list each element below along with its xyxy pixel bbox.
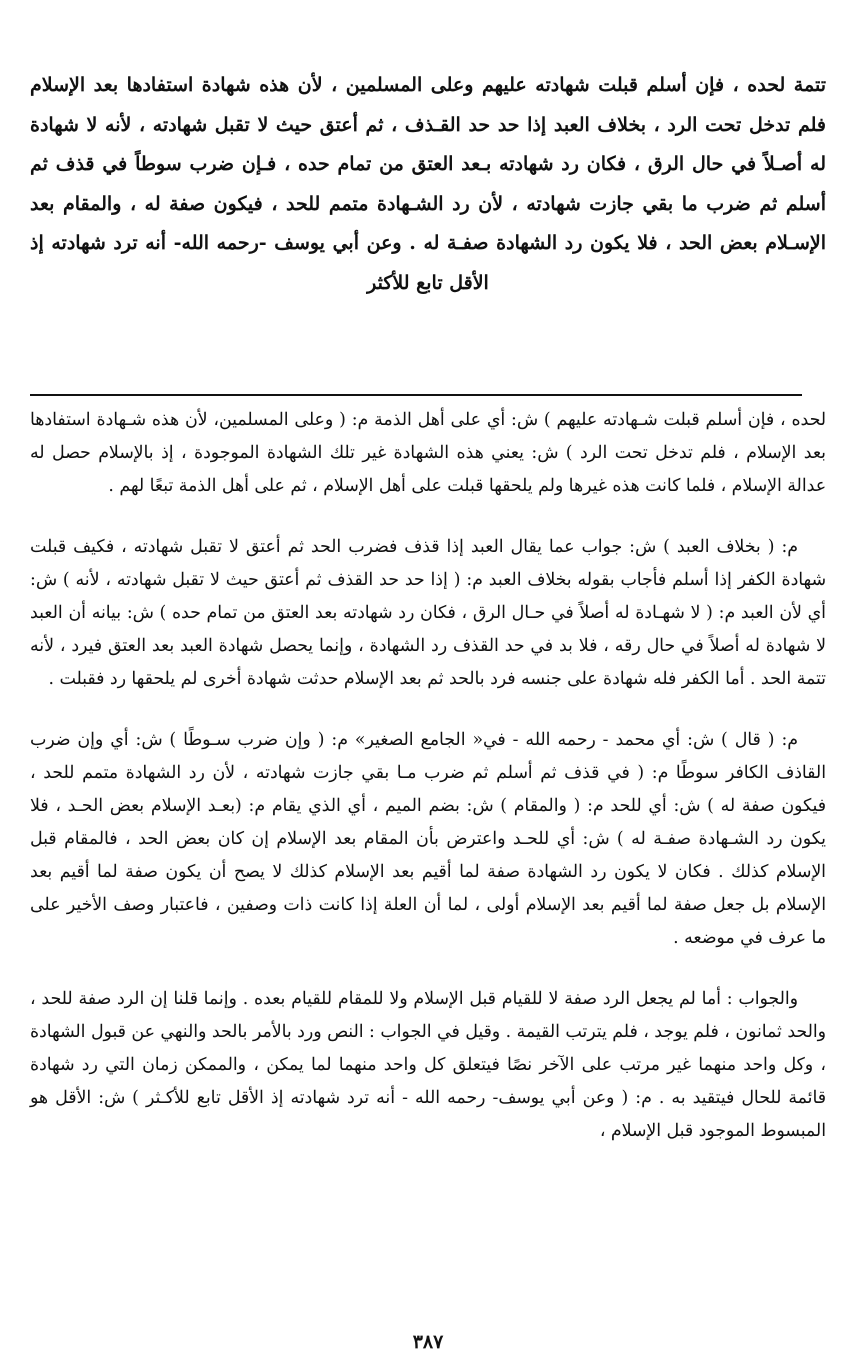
sharh-commentary [30, 404, 826, 1148]
sharh-paragraph-2: م: ( بخلاف العبد ) ش: جواب عما يقال العبد إذا قذف فضرب الحد ثم أعتق لا تقبل شهادته ، فكيف قبلت شهادة الكفر إذا أسلم فأجاب بقوله بخلاف العبد م: ( إذا حد حد القذف ثم أعتق حيث لا تقبل شهادته ، لأنه ) ش: أي لأن العبد م: ( لا شهـادة له أصلاً في حـال الرق ، فكان رد شهادته بعد العتق من تمام حده ) ش: بيانه أن العبد لا شهادة له أصلاً في حال رقه ، فلا بد في حد القذف رد الشهادة ، وإنما يحصل شهادة العبد بعد العتق فيرد ، لأنه تتمة الحد . أما الكفر فله شهادة على جنسه فرد بالحد ثم بعد الإسلام حدثت شهادة أخرى لم يلحقها رد فقبلت . [30, 537, 826, 689]
page-number: ٣٨٧ [412, 1331, 444, 1353]
section-divider [30, 394, 802, 396]
sharh-paragraph-3: م: ( قال ) ش: أي محمد - رحمه الله - في« الجامع الصغير» م: ( وإن ضرب سـوطًا ) ش: أي وإن ضرب القاذف الكافر سوطًا م: ( في قذف ثم أسلم ثم ضرب مـا بقي جازت شهادته ، لأن رد الشهادة متمم للحد ، فيكون صفة له ) ش: أي للحد م: ( والمقام ) ش: بضم الميم ، أي الذي يقام م: (بعـد الإسلام بعض الحـد ، فلا يكون رد الشـهادة صفـة له ) ش: أي للحـد واعترض بأن المقام بعد الإسلام إن كان بعض الحد ، فالمقام قبل الإسلام كذلك . فكان لا يكون رد الشهادة صفة لما أقيم بعد الإسلام كذلك لا يصح أن يكون صفة لما أقيم بعد الإسلام بل جعل صفة لما أقيم بعد الإسلام أولى ، لما أن العلة إذا كانت ذات وصفين ، فاعتبار وصف الأخير على ما عرف في موضعه . [30, 730, 826, 948]
matn-text: تتمة لحده ، فإن أسلم قبلت شهادته عليهم وعلى المسلمين ، لأن هذه شهادة استفادها بعد الإسلام فلم تدخل تحت الرد ، بخلاف العبد إذا حد حد القـذف ، ثم أعتق حيث لا تقبل شهادته ، لأنه لا شهادة له أصـلاً في حال الرق ، فكان رد شهادته بـعد العتق من تمام حده ، فـإن ضرب سوطاً في قذف ثم أسلم ثم ضرب ما بقي جازت شهادته ، لأن رد الشـهادة متمم للحد ، فيكون صفة له ، والمقام بعد الإسـلام بعض الحد ، فلا يكون رد الشهادة صفـة له . وعن أبي يوسف -رحمه الله- أنه ترد شهادته إذ الأقل تابع للأكثر [30, 74, 826, 294]
page-body [30, 66, 826, 1141]
sharh-paragraph-1: لحده ، فإن أسلم قبلت شـهادته عليهم ) ش: أي على أهل الذمة م: ( وعلى المسلمين، لأن هذه شـهادة استفادها بعد الإسلام ، فلم تدخل تحت الرد ) ش: يعني هذه الشهادة غير تلك الشهادة الموجودة ، إذ بالإسلام حصل له عدالة الإسلام ، فلما كانت هذه غيرها ولم يلحقها قبلت على أهل الإسلام ، ثم على أهل الذمة تبعًا لهم . [30, 410, 826, 496]
sharh-paragraph-4: والجواب : أما لم يجعل الرد صفة لا للقيام قبل الإسلام ولا للمقام للقيام بعده . وإنما قلنا إن الرد صفة للحد ، والحد ثمانون ، فلم يوجد ، فلم يترتب القيمة . وقيل في الجواب : النص ورد بالأمر بالحد والنهي عن قبول الشهادة ، وكل واحد منهما غير مرتب على الآخر نصًا فيتعلق كل واحد منهما لما يمكن ، والممكن زمان التي رد شهادة قائمة للحال فيتقيد به . م: ( وعن أبي يوسف- رحمه الله - أنه ترد شهادته إذ الأقل تابع للأكـثر ) ش: الأقل هو المبسوط الموجود قبل الإسلام ، [30, 989, 826, 1141]
